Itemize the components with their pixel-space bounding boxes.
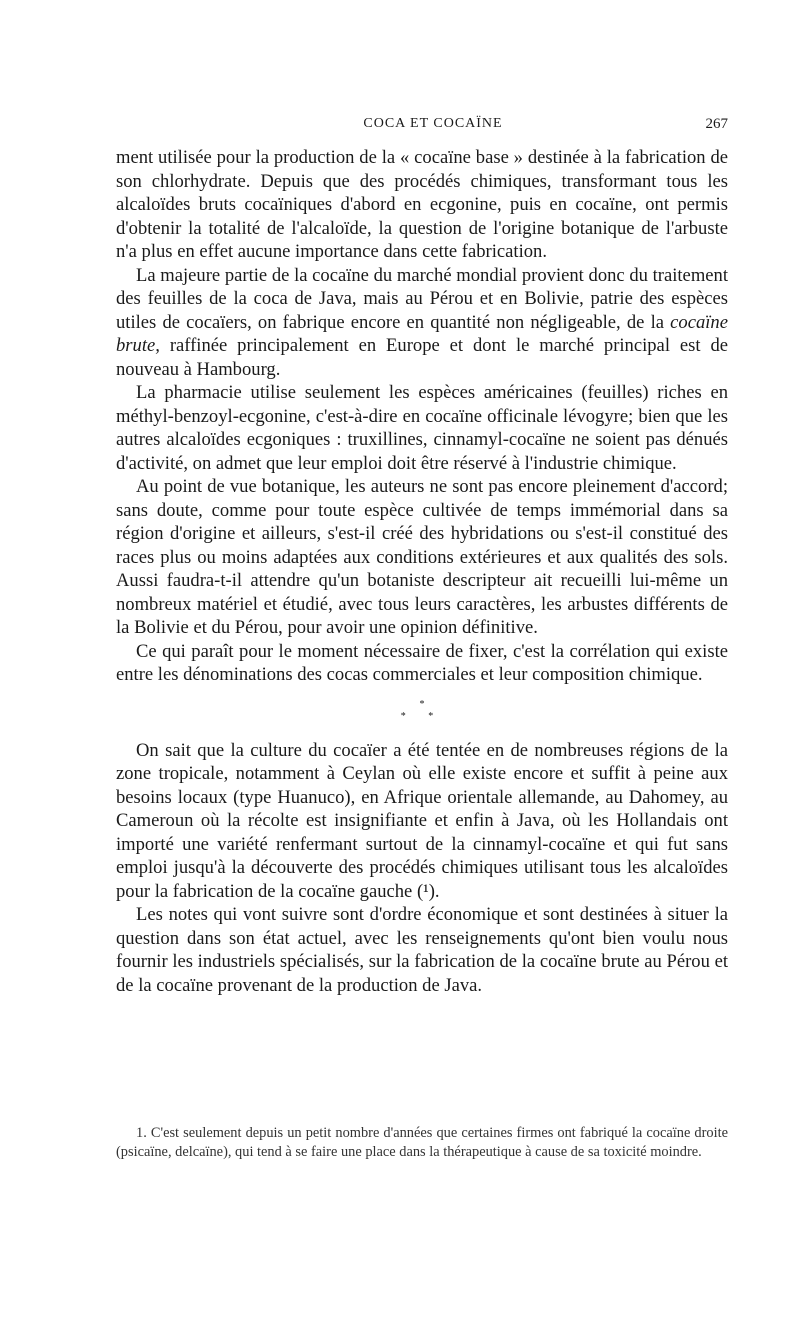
paragraph-text: La majeure partie de la cocaïne du marché mondial provient donc du traitement des feuilles de la coca de Java, mais au Pérou et en Bolivie, patrie des espèces utiles de cocaïers, on fabrique encore en quantité non négligeable, de la: [116, 264, 728, 333]
page-number: 267: [705, 116, 728, 132]
paragraph: Ce qui paraît pour le moment nécessaire de fixer, c'est la corrélation qui existe entre les dénominations des cocas commerciales et leur composition chimique.: [116, 640, 728, 685]
paragraph: [116, 264, 728, 382]
italic-term: cocaïne brute,: [116, 311, 728, 356]
paragraph-text: raffinée principalement en Europe et dont le marché principal est de nouveau à Hambourg.: [116, 335, 728, 380]
running-title: COCA ET COCAÏNE: [363, 116, 503, 131]
paragraph: Au point de vue botanique, les auteurs ne sont pas encore pleinement d'accord; sans doute, comme pour toute espèce cultivée de temps immémorial dans sa région d'origine et ailleurs, s'est-il créé des hybridations ou s'est-il constitué des races plus ou moins adaptées aux conditions extérieures et aux qualités des sols. Aussi faudra-t-il attendre qu'un botaniste descripteur ait recueilli lui-même un nombreux matériel et étudié, avec tous leurs caractères, les arbustes différents de la Bolivie et du Pérou, pour avoir une opinion définitive.: [116, 476, 728, 638]
separator-star: *: [419, 698, 425, 710]
footnote-text: 1. C'est seulement depuis un petit nombre d'années que certaines firmes ont fabriqué la cocaïne droite (psicaïne, delcaïne), qui tend à se faire une place dans la thérapeutique à cause de sa toxicité moindre.: [116, 1125, 728, 1160]
separator-stars: * *: [400, 710, 444, 722]
paragraph: Les notes qui vont suivre sont d'ordre économique et sont destinées à situer la question dans son état actuel, avec les renseignements qu'ont bien voulu nous fournir les industriels spécialisés, sur la fabrication de la cocaïne brute au Pérou et de la cocaïne provenant de la production de Java.: [116, 904, 728, 996]
paragraph: ment utilisée pour la production de la « cocaïne base » destinée à la fabrication de son chlorhydrate. Depuis que des procédés chimiques, transformant tous les alcaloïdes bruts cocaïniques d'abord en ecgonine, puis en cocaïne, ont permis d'obtenir la totalité de l'alcaloïde, la question de l'origine botanique de l'arbuste n'a plus en effet aucune importance dans cette fabrication.: [116, 147, 728, 262]
page-header: [138, 116, 728, 138]
paragraph: La pharmacie utilise seulement les espèces américaines (feuilles) riches en méthyl-benzoyl-ecgonine, c'est-à-dire en cocaïne officinale lévogyre; bien que les autres alcaloïdes ecgoniques : truxillines, cinnamyl-cocaïne ne soient pas dénués d'activité, on admet que leur emploi doit être réservé à l'industrie chimique.: [116, 382, 728, 474]
section-separator: [116, 687, 728, 739]
footnote: [116, 1124, 728, 1162]
body-text: [116, 146, 728, 997]
paragraph: On sait que la culture du cocaïer a été tentée en de nombreuses régions de la zone tropicale, notamment à Ceylan où elle existe encore et suffit à peine aux besoins locaux (type Huanuco), en Afrique orientale allemande, au Dahomey, au Cameroun où la récolte est insignifiante et enfin à Java, où les Hollandais ont importé une variété renfermant surtout de la cinnamyl-cocaïne et qui fut sans emploi jusqu'à la découverte des procédés chimiques utilisant tous les alcaloïdes pour la fabrication de la cocaïne gauche (¹).: [116, 739, 728, 902]
